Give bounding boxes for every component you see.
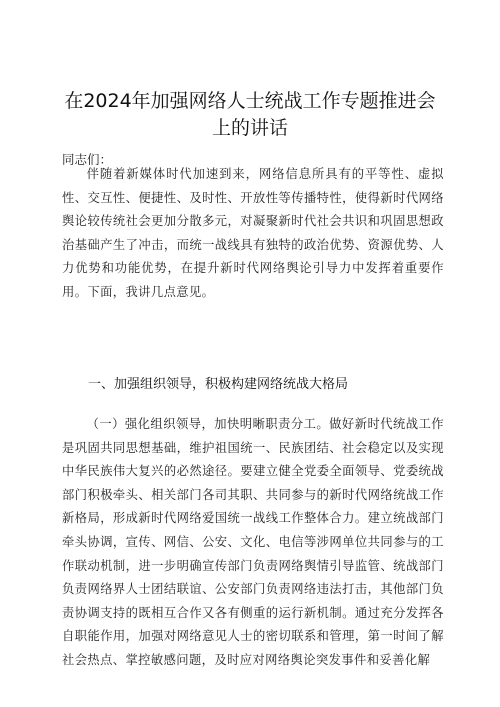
document-title-line2: 上的讲话: [211, 117, 288, 139]
paragraph-intro: 伴随着新媒体时代加速到来，网络信息所具有的平等性、虚拟性、交互性、便捷性、及时性、开放性等传播特性，使得新时代网络舆论较传统社会更加分散多元，对凝聚新时代社会共识和巩固思想政治基础产生了冲击，而统一战线具有独特的政治优势、资源优势、人力优势和功能优势，在提升新时代网络舆论引导力中发挥着重要作用。下面，我讲几点意见。: [62, 167, 444, 299]
document-title-line1: 在2024年加强网络人士统战工作专题推进会: [64, 90, 436, 112]
section-heading-1: 一、加强组织领导，积极构建网络统战大格局: [88, 377, 349, 392]
paragraph-section-1-1: （一）强化组织领导，加快明晰职责分工。做好新时代统战工作是巩固共同思想基础，维护祖国统一、民族团结、社会稳定以及实现中华民族伟大复兴的必然途径。要建立健全党委全面领导、党委统战部门积极牵头、相关部门各司其职、共同参与的新时代网络统战工作新格局，形成新时代网络爱国统一战线工作整体合力。建立统战部门牵头协调，宣传、网信、公安、文化、电信等涉网单位共同参与的工作联动机制，进一步明确宣传部门负责网络舆情引导监管、统战部门负责网络界人士团结联谊、公安部门负责网络违法打击，其他部门负责协调支持的既相互合作又各有侧重的运行新机制。通过充分发挥各自职能作用，加强对网络意见人士的密切联系和管理，第一时间了解社会热点、掌控敏感问题，及时应对网络舆论突发事件和妥善化解: [62, 417, 444, 667]
salutation: 同志们：: [62, 152, 113, 167]
